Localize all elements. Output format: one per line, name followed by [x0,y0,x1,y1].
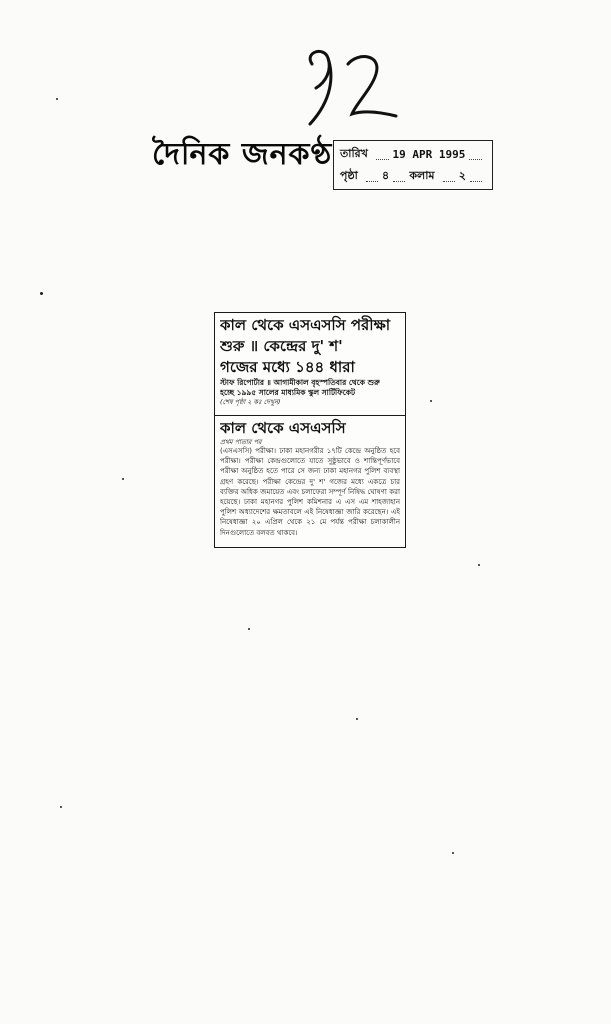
scan-speck [430,400,432,402]
scan-speck [40,292,43,295]
byline: স্টাফ রিপোর্টার ॥ আগামীকাল বৃহস্পতিবার থেকে শুরু [220,378,380,387]
clipping-continuation-part [215,416,405,550]
dotted-line [376,149,389,160]
scan-speck [478,564,480,566]
date-label: তারিখ [340,146,368,160]
dotted-line [469,149,482,160]
continued-note: (শেষ পৃষ্ঠা ২ কঃ দেখুন) [220,398,281,406]
column-label: কলাম [409,168,435,182]
scan-speck [60,806,62,808]
headline-line-3: গজের মধ্যে ১৪৪ ধারা [220,358,355,376]
scan-speck [452,852,454,854]
page-column-row [340,165,486,187]
headline-line-2: শুরু ॥ কেন্দ্রের দু' শ' [220,337,343,355]
newspaper-masthead: দৈনিক জনকণ্ঠ [152,137,333,172]
dotted-line [443,171,455,182]
article-body: (এসএসসি) পরীক্ষা। ঢাকা মহানগরীর ১৭টি কেন্দ্রে অনুষ্ঠিত হবে পরীক্ষা। পরীক্ষা কেন্দ্রগুলোতে যাতে সুষ্ঠুভাবে ও শান্তিপূর্ণভাবে পরীক্ষা অনুষ্ঠিত হতে পারে সে জন্য ঢাকা মহানগর পুলিশ ব্যবস্থা গ্রহণ করেছে। পরীক্ষা কেন্দ্রের দু' শ' গজের মধ্যে একত্রে চার ব্যক্তির অধিক জমায়েত এবং চলাফেরা সম্পূর্ণ নিষিদ্ধ ঘোষণা করা হয়েছে। ঢাকা মহানগর পুলিশ কমিশনার এ এস এম শাহজাহান পুলিশ অধ্যাদেশের ক্ষমতাবলে এই নিষেধাজ্ঞা জারি করেছেন। এই নিষেধাজ্ঞা ২০ এপ্রিল থেকে ২১ মে পর্যন্ত পরীক্ষা চলাকালীন দিনগুলোতে বলবত থাকবে। [220,447,400,537]
dotted-line [366,171,378,182]
scan-speck [248,628,250,630]
handwritten-archive-number [296,42,406,132]
date-row [340,143,486,165]
byline-continued: হচ্ছে ১৯৯৫ সালের মাধ্যমিক স্কুল সার্টিফিকেট [220,388,356,397]
from-page-note: প্রথম পাতার পর [220,438,262,446]
headline-line-1: কাল থেকে এসএসসি পরীক্ষা [220,316,391,334]
page-value: ৪ [382,168,390,182]
dotted-line [470,171,482,182]
column-value: ২ [458,168,466,182]
continuation-headline: কাল থেকে এসএসসি [220,419,346,437]
scan-speck [56,98,58,100]
handwritten-number-drawing [296,42,406,132]
clipping-front-part [215,313,405,416]
dotted-line [393,171,405,182]
page-label: পৃষ্ঠা [340,168,358,182]
date-stamp-box [333,140,493,190]
news-clipping [214,312,406,548]
date-value: 19 APR 1995 [392,147,466,161]
scan-speck [122,478,124,480]
scan-speck [356,718,358,720]
